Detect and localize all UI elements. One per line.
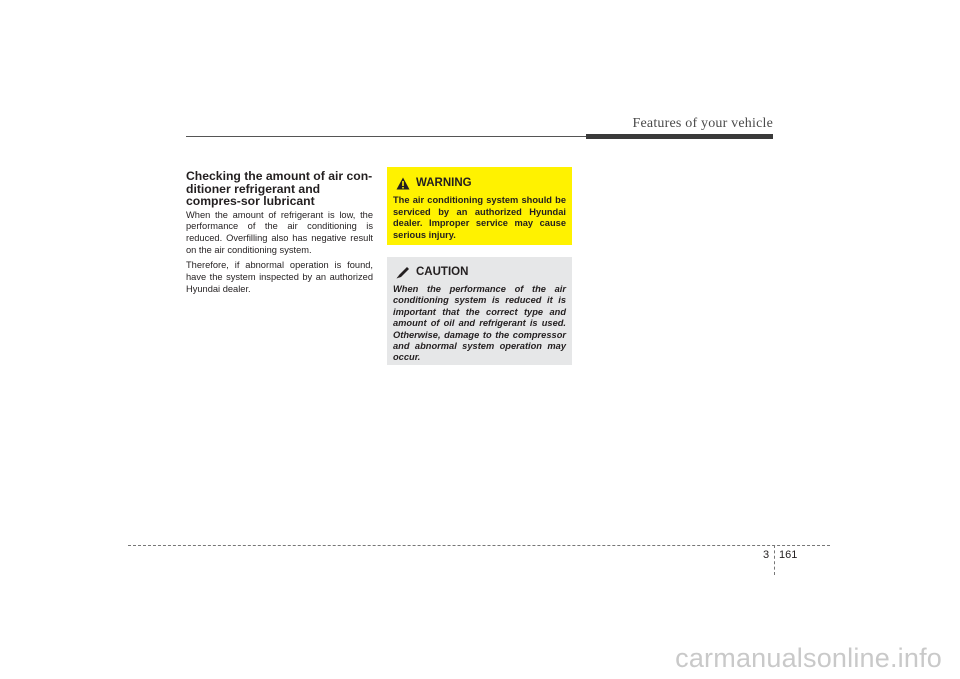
header-rule <box>186 136 586 137</box>
section-heading: Checking the amount of air con-ditioner refrigerant and compres-sor lubricant <box>186 169 373 208</box>
warning-title-row <box>393 175 566 191</box>
body-paragraph-2: Therefore, if abnormal operation is found, have the system inspected by an authorized Hyundai dealer. <box>186 260 373 294</box>
header-title: Features of your vehicle <box>632 116 773 131</box>
body-paragraph-1: When the amount of refrigerant is low, the performance of the air conditioning is reduced. Overfilling also has negative result on the air conditioning system. <box>186 209 373 255</box>
warning-title: WARNING <box>416 177 472 189</box>
caution-box <box>387 257 572 365</box>
caution-title: CAUTION <box>416 266 469 278</box>
footer-divider <box>774 545 775 575</box>
warning-triangle-icon <box>396 177 410 190</box>
warning-text: The air conditioning system should be serviced by an authorized Hyundai dealer. Improper service may cause serious injury. <box>393 195 566 240</box>
chapter-number: 3 <box>763 549 770 561</box>
caution-pencil-icon <box>396 266 410 279</box>
warning-box <box>387 167 572 245</box>
caution-title-row <box>393 264 566 280</box>
footer-rule <box>128 545 830 546</box>
watermark: carmanualsonline.info <box>675 643 942 673</box>
left-column <box>186 170 373 299</box>
caution-text: When the performance of the air conditioning system is reduced it is important that the correct type and amount of oil and refrigerant is used. Otherwise, damage to the compressor and abnormal system operation may occur. <box>393 284 566 363</box>
page-number: 161 <box>779 549 798 561</box>
header-rule-accent <box>586 134 773 139</box>
